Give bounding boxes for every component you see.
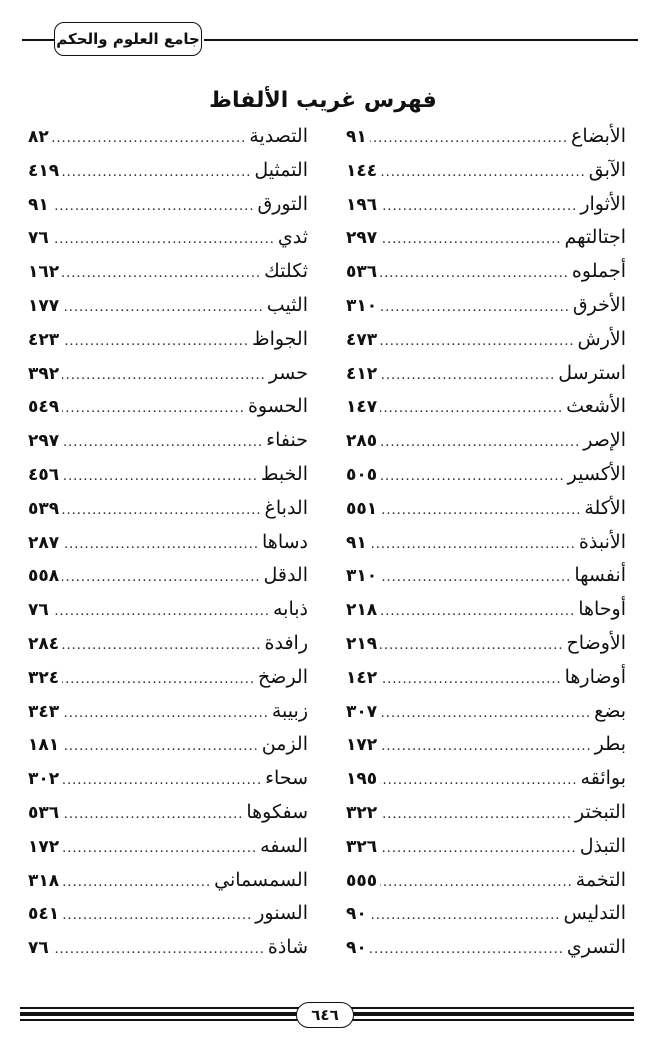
entry-leader-dots xyxy=(62,730,259,764)
entry-page-number: ٤١٩ xyxy=(28,160,60,181)
entry-word: التصدية xyxy=(249,125,308,147)
entry-word: الأرش xyxy=(577,327,626,350)
index-entry xyxy=(346,796,626,830)
header-rule-right xyxy=(204,39,638,41)
entry-leader-dots xyxy=(62,257,261,291)
entry-leader-dots xyxy=(62,866,211,900)
entry-word: الأكسير xyxy=(567,462,626,485)
entry-page-number: ٢٩٧ xyxy=(28,431,60,452)
entry-page-number: ٣٩٢ xyxy=(28,363,60,384)
index-entry xyxy=(346,897,626,931)
index-entry xyxy=(346,661,626,695)
entry-word: أوحاها xyxy=(578,598,626,621)
entry-page-number: ٥٣٦ xyxy=(28,802,60,823)
index-column-right xyxy=(346,120,626,965)
index-entry xyxy=(346,627,626,661)
entry-page-number: ٥٥٥ xyxy=(346,870,378,891)
entry-leader-dots xyxy=(62,629,261,663)
index-entry xyxy=(346,289,626,323)
index-title: فهرس غريب الألفاظ xyxy=(209,88,437,113)
entry-leader-dots xyxy=(62,832,257,866)
index-entry xyxy=(28,796,308,830)
entry-page-number: ٢١٩ xyxy=(346,633,378,654)
entry-leader-dots xyxy=(370,899,561,933)
entry-leader-dots xyxy=(380,832,577,866)
entry-leader-dots xyxy=(380,359,555,393)
index-entry xyxy=(28,154,308,188)
entry-word: الأوضاح xyxy=(566,631,626,654)
entry-word: سحاء xyxy=(265,767,308,790)
entry-leader-dots xyxy=(380,190,577,224)
entry-word: الدباغ xyxy=(264,496,308,519)
entry-page-number: ٣٤٣ xyxy=(28,701,60,722)
index-entry xyxy=(28,526,308,560)
entry-word: التبختر xyxy=(574,800,626,823)
index-entry xyxy=(28,323,308,357)
entry-word: بضع xyxy=(594,699,626,722)
entry-word: دساها xyxy=(262,530,308,553)
entry-leader-dots xyxy=(62,697,269,731)
entry-page-number: ١٤٧ xyxy=(346,397,378,418)
entry-leader-dots xyxy=(380,730,592,764)
entry-word: التمثيل xyxy=(254,158,308,181)
entry-leader-dots xyxy=(380,697,591,731)
entry-word: حسر xyxy=(268,361,308,384)
entry-leader-dots xyxy=(62,156,251,190)
index-entry xyxy=(346,323,626,357)
entry-leader-dots xyxy=(62,764,262,798)
index-entry xyxy=(28,627,308,661)
entry-leader-dots xyxy=(380,663,561,697)
entry-leader-dots xyxy=(380,629,563,663)
entry-word: الأثوار xyxy=(580,192,626,215)
entry-page-number: ١٧٢ xyxy=(28,836,60,857)
entry-page-number: ٤٧٣ xyxy=(346,329,378,350)
entry-leader-dots xyxy=(62,460,258,494)
page-header xyxy=(0,18,646,62)
index-entry xyxy=(28,188,308,222)
entry-word: الأكلة xyxy=(584,496,626,519)
entry-word: الحسوة xyxy=(247,395,308,418)
index-entry xyxy=(28,762,308,796)
entry-page-number: ٢٨٥ xyxy=(346,431,378,452)
index-entry xyxy=(28,120,308,154)
entry-leader-dots xyxy=(370,122,568,156)
entry-page-number: ٥٠٥ xyxy=(346,464,378,485)
entry-word: الثيب xyxy=(266,293,308,316)
entry-page-number: ٣٠٧ xyxy=(346,701,378,722)
entry-leader-dots xyxy=(380,156,586,190)
index-entry xyxy=(346,864,626,898)
index-entry xyxy=(346,559,626,593)
entry-page-number: ٢١٨ xyxy=(346,600,378,621)
entry-word: السفه xyxy=(260,834,308,857)
entry-page-number: ٩٠ xyxy=(346,938,367,959)
entry-leader-dots xyxy=(380,392,563,426)
index-entry xyxy=(346,762,626,796)
entry-page-number: ٣٢٦ xyxy=(346,836,378,857)
entry-leader-dots xyxy=(52,223,275,257)
entry-word: ذبابه xyxy=(272,598,308,621)
entry-word: اجتالتهم xyxy=(564,226,626,249)
entry-page-number: ٤١٢ xyxy=(346,363,378,384)
entry-word: الدقل xyxy=(263,564,308,587)
index-entry xyxy=(28,390,308,424)
index-entry xyxy=(346,154,626,188)
entry-page-number: ٢٨٤ xyxy=(28,633,60,654)
book-title: جامع العلوم والحكم xyxy=(54,22,202,56)
index-entry xyxy=(346,255,626,289)
entry-leader-dots xyxy=(380,257,569,291)
entry-page-number: ٤٢٣ xyxy=(28,329,60,350)
index-entry xyxy=(346,931,626,965)
entry-leader-dots xyxy=(62,426,263,460)
entry-leader-dots xyxy=(380,325,574,359)
entry-page-number: ٥٥٨ xyxy=(28,566,60,587)
entry-leader-dots xyxy=(380,866,573,900)
entry-leader-dots xyxy=(380,561,571,595)
index-entry xyxy=(28,492,308,526)
entry-leader-dots xyxy=(380,764,577,798)
entry-leader-dots xyxy=(380,798,572,832)
index-entry xyxy=(346,458,626,492)
index-entry xyxy=(346,188,626,222)
entry-page-number: ٧٦ xyxy=(28,600,49,621)
entry-word: السنور xyxy=(255,902,308,925)
entry-page-number: ١٨١ xyxy=(28,735,60,756)
entry-word: الأبضاع xyxy=(570,125,626,147)
entry-leader-dots xyxy=(370,528,576,562)
entry-leader-dots xyxy=(62,899,252,933)
entry-word: الأنبذة xyxy=(578,530,626,553)
entry-leader-dots xyxy=(62,528,259,562)
entry-word: التبذل xyxy=(579,834,626,857)
entry-page-number: ٥٤١ xyxy=(28,904,60,925)
entry-leader-dots xyxy=(62,798,243,832)
entry-word: ثدي xyxy=(277,226,308,249)
entry-word: أوضارها xyxy=(564,665,626,688)
header-rule-left xyxy=(22,39,54,41)
index-entry xyxy=(28,897,308,931)
entry-page-number: ٤٥٦ xyxy=(28,464,60,485)
index-entry xyxy=(346,221,626,255)
index-entry xyxy=(346,424,626,458)
entry-leader-dots xyxy=(380,223,561,257)
entry-leader-dots xyxy=(380,595,575,629)
entry-word: الأشعث xyxy=(566,395,626,418)
index-entry xyxy=(28,931,308,965)
entry-page-number: ٨٢ xyxy=(28,127,49,147)
index-entry xyxy=(346,390,626,424)
entry-page-number: ٥٣٦ xyxy=(346,262,378,283)
entry-word: الإصر xyxy=(583,429,626,452)
index-entry xyxy=(346,357,626,391)
entry-page-number: ٧٦ xyxy=(28,228,49,249)
entry-page-number: ١٦٢ xyxy=(28,262,60,283)
entry-page-number: ٩٠ xyxy=(346,904,367,925)
index-entry xyxy=(28,357,308,391)
entry-page-number: ٥٣٩ xyxy=(28,498,60,519)
entry-page-number: ٢٨٧ xyxy=(28,532,60,553)
entry-page-number: ٣٠٢ xyxy=(28,769,60,790)
index-entry xyxy=(28,559,308,593)
entry-word: سفكوها xyxy=(246,800,308,823)
entry-leader-dots xyxy=(62,561,260,595)
entry-word: التدليس xyxy=(563,902,626,925)
index-column-left xyxy=(28,120,308,965)
entry-leader-dots xyxy=(52,122,247,156)
index-entry xyxy=(28,661,308,695)
entry-page-number: ١٤٢ xyxy=(346,667,378,688)
page-number: ٦٤٦ xyxy=(296,1002,354,1028)
entry-page-number: ٣١٨ xyxy=(28,870,60,891)
entry-leader-dots xyxy=(62,494,261,528)
entry-word: رافدة xyxy=(264,631,308,654)
entry-leader-dots xyxy=(62,325,249,359)
entry-word: بطر xyxy=(594,733,626,756)
index-entry xyxy=(28,695,308,729)
entry-page-number: ١٩٦ xyxy=(346,194,378,215)
entry-leader-dots xyxy=(62,359,266,393)
index-entry xyxy=(346,526,626,560)
entry-leader-dots xyxy=(380,426,580,460)
entry-word: السمسماني xyxy=(214,868,308,891)
entry-word: شاذة xyxy=(267,936,308,959)
entry-word: الرضخ xyxy=(258,665,308,688)
entry-word: التسري xyxy=(566,936,626,959)
index-entry xyxy=(28,864,308,898)
entry-word: الآبق xyxy=(588,158,626,181)
entry-page-number: ٩١ xyxy=(28,194,49,215)
entry-page-number: ٣١٠ xyxy=(346,566,378,587)
entry-page-number: ٣١٠ xyxy=(346,295,378,316)
entry-word: الخبط xyxy=(260,462,308,485)
entry-page-number: ١٧٢ xyxy=(346,735,378,756)
entry-word: زبيبة xyxy=(271,699,308,722)
entry-word: ثكلتك xyxy=(264,260,308,283)
entry-page-number: ٩١ xyxy=(346,127,367,147)
entry-page-number: ٩١ xyxy=(346,532,367,553)
entry-leader-dots xyxy=(62,392,245,426)
entry-leader-dots xyxy=(62,291,264,325)
entry-leader-dots xyxy=(52,190,255,224)
index-entry xyxy=(346,492,626,526)
entry-leader-dots xyxy=(62,663,255,697)
entry-word: التورق xyxy=(257,192,308,215)
entry-word: بوائقه xyxy=(580,767,626,790)
entry-page-number: ٥٥١ xyxy=(346,498,378,519)
entry-word: الزمن xyxy=(261,733,308,756)
entry-page-number: ٥٤٩ xyxy=(28,397,60,418)
index-entry xyxy=(28,458,308,492)
entry-page-number: ٣٢٤ xyxy=(28,667,60,688)
index-entry xyxy=(28,593,308,627)
index-entry xyxy=(28,255,308,289)
entry-leader-dots xyxy=(52,595,270,629)
index-entry xyxy=(346,695,626,729)
entry-page-number: ١٤٤ xyxy=(346,160,378,181)
entry-leader-dots xyxy=(380,460,565,494)
index-entry xyxy=(346,728,626,762)
entry-leader-dots xyxy=(380,291,570,325)
index-entry xyxy=(28,728,308,762)
entry-leader-dots xyxy=(380,494,581,528)
index-entry xyxy=(346,120,626,154)
entry-word: التخمة xyxy=(575,868,626,891)
entry-word: حنفاء xyxy=(266,429,308,452)
entry-page-number: ٧٦ xyxy=(28,938,49,959)
entry-word: الأخرق xyxy=(572,293,626,316)
entry-leader-dots xyxy=(52,933,265,967)
index-entry xyxy=(28,830,308,864)
page-footer xyxy=(0,998,646,1038)
entry-word: استرسل xyxy=(558,361,626,384)
entry-page-number: ١٩٥ xyxy=(346,769,378,790)
entry-leader-dots xyxy=(370,933,564,967)
entry-word: أنفسها xyxy=(574,564,626,587)
entry-page-number: ١٧٧ xyxy=(28,295,60,316)
index-entry xyxy=(28,221,308,255)
index-entry xyxy=(28,289,308,323)
index-entry xyxy=(28,424,308,458)
index-entry xyxy=(346,830,626,864)
entry-page-number: ٣٢٢ xyxy=(346,802,378,823)
entry-word: أجملوه xyxy=(571,260,626,283)
entry-page-number: ٢٩٧ xyxy=(346,228,378,249)
index-entry xyxy=(346,593,626,627)
entry-word: الجواظ xyxy=(252,327,308,350)
